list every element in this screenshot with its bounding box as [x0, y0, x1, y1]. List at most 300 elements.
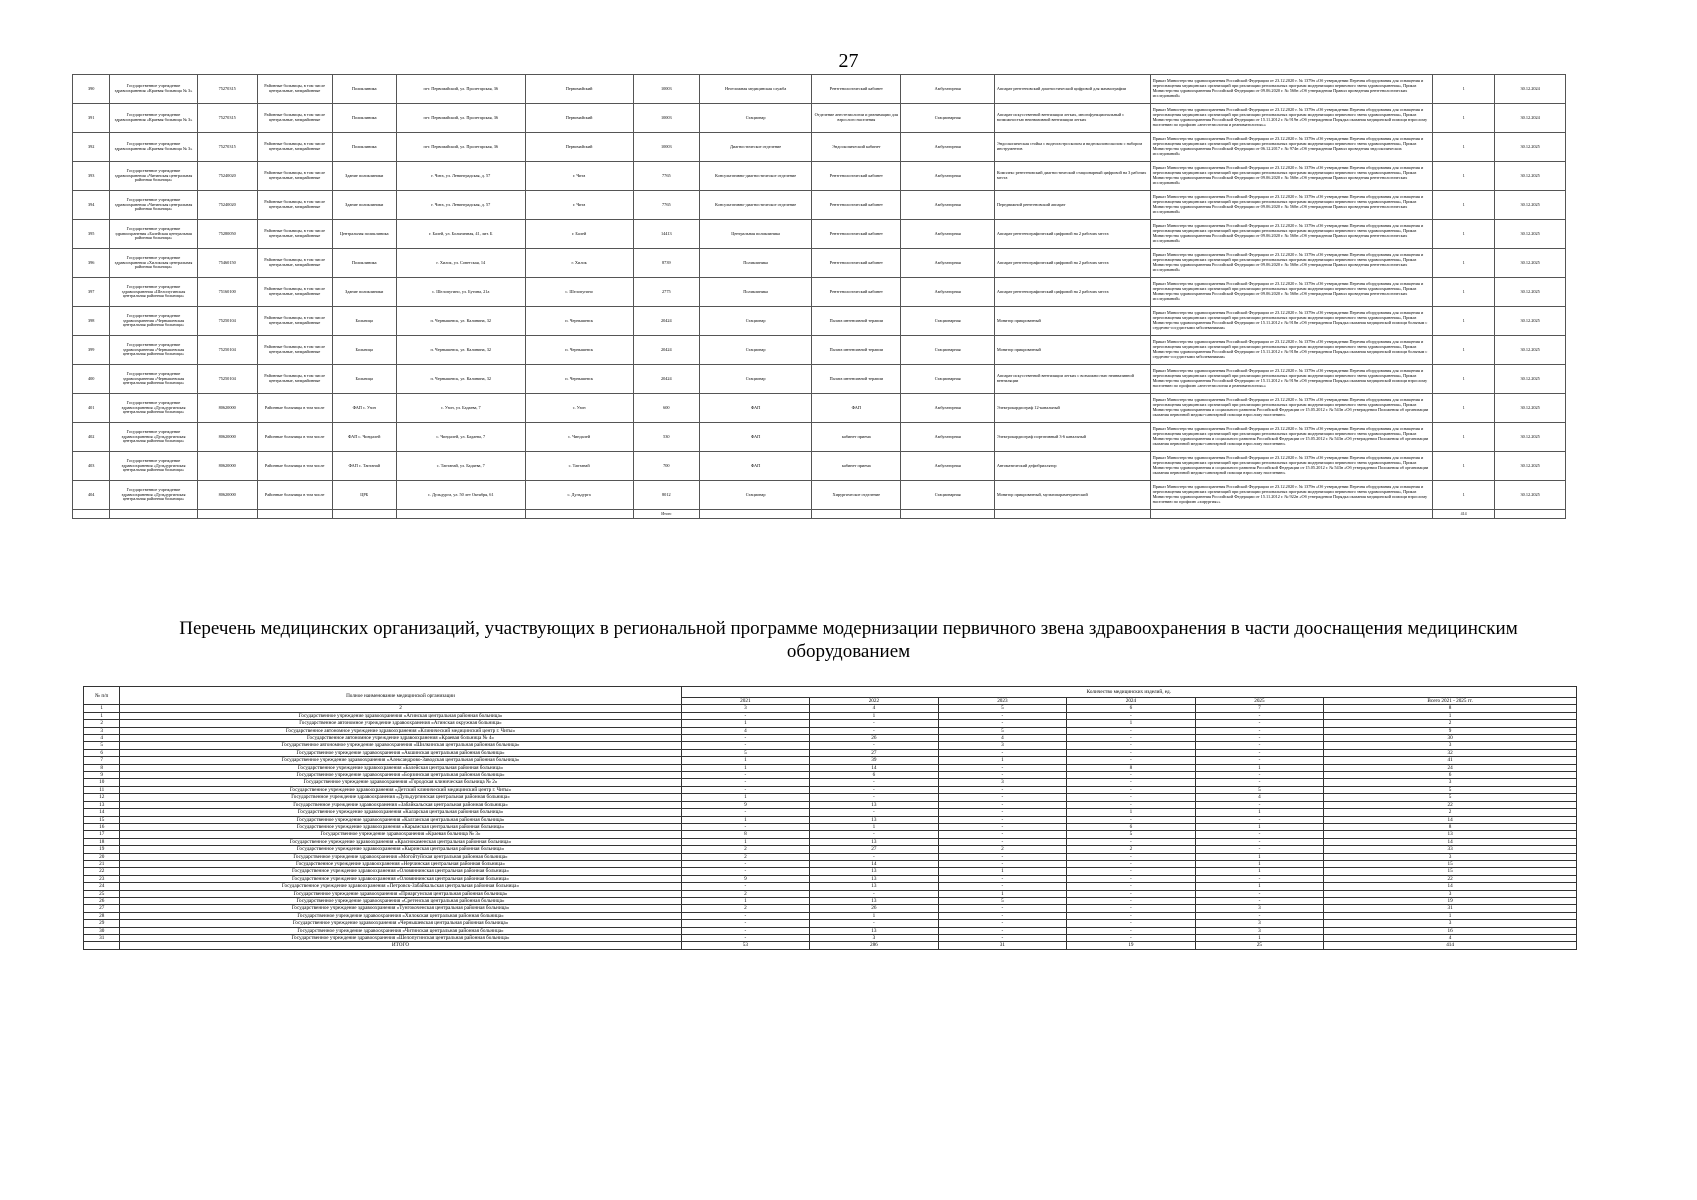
organizations-list-grid [83, 686, 1577, 950]
org-type: Районные больницы в том числе [257, 481, 332, 510]
row-number: 6 [84, 749, 120, 756]
row-number: 27 [84, 905, 120, 912]
organization-name: Государственное автономное учреждение здравоохранения «Краевая больница № 4» [120, 735, 681, 742]
year-value: - [681, 883, 810, 890]
org-type: Районные больницы, в том числе центральные, межрайонные [257, 220, 332, 249]
table-row [73, 452, 1566, 481]
column-number: 2 [120, 705, 681, 712]
care-type: Амбулаторная [901, 191, 994, 220]
year-value: - [1195, 801, 1324, 808]
organization-name: Государственное учреждение здравоохранения «Могойтуйская центральная районная больница» [120, 853, 681, 860]
cabinet: ФАП [812, 394, 901, 423]
unit-name: ФАП с. Таптанай [332, 452, 396, 481]
row-total: 1 [1324, 712, 1577, 719]
row-number: 16 [84, 823, 120, 830]
table-row [73, 75, 1566, 104]
row-total: 3 [1324, 742, 1577, 749]
due-date: 30.12.2025 [1495, 249, 1566, 278]
year-value: 1 [1195, 764, 1324, 771]
year-value: 1 [1195, 935, 1324, 942]
list-row [84, 757, 1577, 764]
organization-name: Государственное учреждение здравоохранения «Читинская центральная районная больница» [120, 927, 681, 934]
row-number: 21 [84, 860, 120, 867]
row-number: 20 [84, 853, 120, 860]
org-name: Государственное учреждение здравоохранения «Читинская центральная районная больница» [110, 162, 197, 191]
list-row [84, 727, 1577, 734]
row-number: 404 [73, 481, 110, 510]
year-value: - [810, 779, 939, 786]
year-value: - [1195, 772, 1324, 779]
year-value: 2 [681, 846, 810, 853]
population: 8012 [633, 481, 699, 510]
list-row [84, 779, 1577, 786]
row-number: 5 [84, 742, 120, 749]
year-value: 14 [810, 860, 939, 867]
org-name: Государственное учреждение здравоохранения «Балейская центральная районная больница» [110, 220, 197, 249]
population: 530 [633, 423, 699, 452]
unit-name: Здание поликлиники [332, 191, 396, 220]
row-number: 397 [73, 278, 110, 307]
department: Стационар [700, 307, 812, 336]
address: с. Узон, ул. Бадаева, 7 [396, 394, 525, 423]
org-code: 80620000 [197, 394, 257, 423]
organization-name: Государственное учреждение здравоохранения «Кыринская центральная районная больница» [120, 846, 681, 853]
row-number: 403 [73, 452, 110, 481]
header-year: 2025 [1195, 698, 1324, 705]
department: Консультативно-диагностическое отделение [700, 191, 812, 220]
row-total: 24 [1324, 764, 1577, 771]
table-row [73, 104, 1566, 133]
care-type: Амбулаторная [901, 249, 994, 278]
legal-basis: Приказ Министерства здравоохранения Российской Федерации от 23.12.2020 г. № 1379н «Об утверждении Перечня оборудования для оснащения и переоснащения медицинских организаций при реализации региональных программ модернизации первичного звена здравоохранения», Приказ Министерства здравоохранения и социального развития Российской Федерации от 15.05.2012 г. № 543н «Об утверждении Положения об организации оказания первичной медико-санитарной помощи взрослому населению» [1150, 394, 1432, 423]
row-total: 32 [1324, 749, 1577, 756]
care-type: Амбулаторная [901, 75, 994, 104]
unit-name: Центральная поликлиника [332, 220, 396, 249]
year-value: 13 [810, 801, 939, 808]
due-date: 30.12.2025 [1495, 336, 1566, 365]
row-total: 3 [1324, 853, 1577, 860]
org-name: Государственное учреждение здравоохранения «Дульдургинская центральная районная больница» [110, 423, 197, 452]
empty-cell [1150, 510, 1432, 519]
care-type: Амбулаторная [901, 220, 994, 249]
year-value: - [810, 727, 939, 734]
org-type: Районные больницы в том числе [257, 394, 332, 423]
year-value: - [810, 853, 939, 860]
year-value: - [810, 794, 939, 801]
footer-label: Итого [633, 510, 699, 519]
row-number: 10 [84, 779, 120, 786]
department: ФАП [700, 452, 812, 481]
settlement: с. Шелопугино [525, 278, 633, 307]
population: 10003 [633, 75, 699, 104]
row-total: 5 [1324, 794, 1577, 801]
list-row [84, 831, 1577, 838]
legal-basis: Приказ Министерства здравоохранения Российской Федерации от 23.12.2020 г. № 1379н «Об утверждении Перечня оборудования для оснащения и переоснащения медицинских организаций при реализации региональных программ модернизации первичного звена здравоохранения», Приказ Министерства здравоохранения Российской Федерации от 15.11.2012 г. № 922н «Об утверждении Порядка оказания медицинской помощи взрослому населению по профилю «хирургия»» [1150, 481, 1432, 510]
row-number: 24 [84, 883, 120, 890]
quantity: 1 [1433, 452, 1495, 481]
year-value: - [1067, 727, 1196, 734]
quantity: 1 [1433, 365, 1495, 394]
quantity: 1 [1433, 191, 1495, 220]
row-total: 4 [1324, 935, 1577, 942]
year-total: 53 [681, 942, 810, 949]
row-number: 11 [84, 786, 120, 793]
unit-name: Здание поликлиники [332, 278, 396, 307]
row-number: 1 [84, 712, 120, 719]
year-value: - [810, 786, 939, 793]
legal-basis: Приказ Министерства здравоохранения Российской Федерации от 23.12.2020 г. № 1379н «Об утверждении Перечня оборудования для оснащения и переоснащения медицинских организаций при реализации региональных программ модернизации первичного звена здравоохранения», Приказ Министерства здравоохранения Российской Федерации от 09.06.2020 г. № 560н «Об утверждении Правил проведения рентгенологических исследований» [1150, 162, 1432, 191]
list-row [84, 905, 1577, 912]
year-value: - [1067, 897, 1196, 904]
year-value: - [810, 831, 939, 838]
care-type: Амбулаторная [901, 423, 994, 452]
cabinet: Эндоскопический кабинет [812, 133, 901, 162]
care-type: Амбулаторная [901, 133, 994, 162]
row-number: 26 [84, 897, 120, 904]
settlement: Первомайский [525, 104, 633, 133]
list-row [84, 897, 1577, 904]
organization-name: Государственное учреждение здравоохранения «Детский клинический медицинский центр г. Читы» [120, 786, 681, 793]
row-total: 15 [1324, 860, 1577, 867]
year-value: 1 [810, 823, 939, 830]
empty-cell [396, 510, 525, 519]
year-value: - [938, 720, 1067, 727]
settlement: п. Чернышевск [525, 336, 633, 365]
row-number: 398 [73, 307, 110, 336]
department: Стационар [700, 365, 812, 394]
year-value: - [1067, 786, 1196, 793]
quantity: 1 [1433, 423, 1495, 452]
org-code: 75240020 [197, 162, 257, 191]
year-value: - [1195, 749, 1324, 756]
department: Стационар [700, 336, 812, 365]
year-value: - [1195, 831, 1324, 838]
table-row [73, 336, 1566, 365]
department: Диагностическое отделение [700, 133, 812, 162]
legal-basis: Приказ Министерства здравоохранения Российской Федерации от 23.12.2020 г. № 1379н «Об утверждении Перечня оборудования для оснащения и переоснащения медицинских организаций при реализации региональных программ модернизации первичного звена здравоохранения», Приказ Министерства здравоохранения Российской Федерации от 15.11.2012 г. № 918н «Об утверждении Порядка оказания медицинской помощи больным с сердечно-сосудистыми заболеваниями» [1150, 307, 1432, 336]
care-type: Амбулаторная [901, 278, 994, 307]
year-value: 3 [1195, 927, 1324, 934]
header-year: 2024 [1067, 698, 1196, 705]
year-value: 4 [938, 735, 1067, 742]
legal-basis: Приказ Министерства здравоохранения Российской Федерации от 23.12.2020 г. № 1379н «Об утверждении Перечня оборудования для оснащения и переоснащения медицинских организаций при реализации региональных программ модернизации первичного звена здравоохранения», Приказ Министерства здравоохранения Российской Федерации от 06.12.2017 г. № 974н «Об утверждении Правил проведения эндоскопических исследований» [1150, 133, 1432, 162]
equipment-name: Комплекс рентгеновский диагностический стационарный цифровой на 3 рабочих места [994, 162, 1150, 191]
organization-name: Государственное учреждение здравоохранения «Шелопугинская центральная районная больница» [120, 935, 681, 942]
list-row [84, 772, 1577, 779]
year-value: - [681, 772, 810, 779]
org-type: Районные больницы, в том числе центральные, межрайонные [257, 278, 332, 307]
row-number: 22 [84, 868, 120, 875]
year-value: - [938, 816, 1067, 823]
year-value: 13 [810, 927, 939, 934]
year-value: 2 [938, 846, 1067, 853]
legal-basis: Приказ Министерства здравоохранения Российской Федерации от 23.12.2020 г. № 1379н «Об утверждении Перечня оборудования для оснащения и переоснащения медицинских организаций при реализации региональных программ модернизации первичного звена здравоохранения», Приказ Министерства здравоохранения Российской Федерации от 15.11.2012 г. № 919н «Об утверждении Порядка оказания медицинской помощи взрослому населению по профилю «анестезиология и реаниматология»» [1150, 365, 1432, 394]
legal-basis: Приказ Министерства здравоохранения Российской Федерации от 23.12.2020 г. № 1379н «Об утверждении Перечня оборудования для оснащения и переоснащения медицинских организаций при реализации региональных программ модернизации первичного звена здравоохранения», Приказ Министерства здравоохранения Российской Федерации от 09.06.2020 г. № 560н «Об утверждении Правил проведения рентгенологических исследований» [1150, 220, 1432, 249]
list-row [84, 823, 1577, 830]
year-value: 9 [681, 801, 810, 808]
org-code: 75250104 [197, 307, 257, 336]
year-value: - [1067, 912, 1196, 919]
equipment-name: Аппарат искусственной вентиляции легких с возможностью неинвазивной вентиляции [994, 365, 1150, 394]
row-number: 29 [84, 920, 120, 927]
cabinet: Рентгенологический кабинет [812, 162, 901, 191]
year-value: 4 [1195, 794, 1324, 801]
row-number: 31 [84, 935, 120, 942]
year-value: 1 [681, 757, 810, 764]
address: с. Шелопугино, ул. Бутина, 21а [396, 278, 525, 307]
year-value: 6 [1067, 823, 1196, 830]
org-code: 75270315 [197, 133, 257, 162]
year-value: - [938, 823, 1067, 830]
unit-name: Поликлиника [332, 104, 396, 133]
year-value: 5 [938, 727, 1067, 734]
settlement: г. Хилок [525, 249, 633, 278]
row-total: 2 [1324, 720, 1577, 727]
row-number: 17 [84, 831, 120, 838]
org-type: Районные больницы, в том числе центральные, межрайонные [257, 75, 332, 104]
care-type: Стационарная [901, 104, 994, 133]
equipment-name: Передвижной рентгеновский аппарат [994, 191, 1150, 220]
legal-basis: Приказ Министерства здравоохранения Российской Федерации от 23.12.2020 г. № 1379н «Об утверждении Перечня оборудования для оснащения и переоснащения медицинских организаций при реализации региональных программ модернизации первичного звена здравоохранения», Приказ Министерства здравоохранения Российской Федерации от 09.06.2020 г. № 560н «Об утверждении Правил проведения рентгенологических исследований» [1150, 249, 1432, 278]
year-value: - [1067, 772, 1196, 779]
organization-name: Государственное учреждение здравоохранения «Краевая больница № 3» [120, 831, 681, 838]
equipment-name: Монитор прикроватный [994, 336, 1150, 365]
population: 7765 [633, 162, 699, 191]
column-number: 5 [938, 705, 1067, 712]
year-value: - [1195, 875, 1324, 882]
empty-cell [525, 510, 633, 519]
year-value: 26 [810, 905, 939, 912]
year-value: 3 [1195, 920, 1324, 927]
legal-basis: Приказ Министерства здравоохранения Российской Федерации от 23.12.2020 г. № 1379н «Об утверждении Перечня оборудования для оснащения и переоснащения медицинских организаций при реализации региональных программ модернизации первичного звена здравоохранения», Приказ Министерства здравоохранения и социального развития Российской Федерации от 15.05.2012 г. № 543н «Об утверждении Положения об организации оказания первичной медико-санитарной помощи взрослому населению» [1150, 423, 1432, 452]
unit-name: Поликлиника [332, 133, 396, 162]
cabinet: Хирургическое отделение [812, 481, 901, 510]
address: пгт. Первомайский, ул. Пролетарская, 36 [396, 133, 525, 162]
due-date: 30.12.2025 [1495, 278, 1566, 307]
row-number: 399 [73, 336, 110, 365]
legal-basis: Приказ Министерства здравоохранения Российской Федерации от 23.12.2020 г. № 1379н «Об утверждении Перечня оборудования для оснащения и переоснащения медицинских организаций при реализации региональных программ модернизации первичного звена здравоохранения», Приказ Министерства здравоохранения и социального развития Российской Федерации от 15.05.2012 г. № 543н «Об утверждении Положения об организации оказания первичной медико-санитарной помощи взрослому населению» [1150, 452, 1432, 481]
year-value: - [1067, 742, 1196, 749]
year-value: 2 [681, 853, 810, 860]
year-value: 1 [1067, 720, 1196, 727]
organization-name: Государственное учреждение здравоохранения «Краснокаменская центральная районная больница» [120, 838, 681, 845]
year-value: - [1067, 875, 1196, 882]
quantity: 1 [1433, 307, 1495, 336]
list-row [84, 890, 1577, 897]
organization-name: Государственное учреждение здравоохранения «Александрово-Заводская центральная районная больница» [120, 757, 681, 764]
year-value: - [938, 875, 1067, 882]
organization-name: Государственное учреждение здравоохранения «Городская клиническая больница № 2» [120, 779, 681, 786]
year-value: - [1195, 742, 1324, 749]
department: ФАП [700, 394, 812, 423]
organization-name: Государственное учреждение здравоохранения «Забайкальская центральная районная больница» [120, 801, 681, 808]
org-code: 80620000 [197, 452, 257, 481]
department: Неотложная медицинская служба [700, 75, 812, 104]
due-date: 30.12.2025 [1495, 191, 1566, 220]
address: г. Хилок, ул. Советская, 14 [396, 249, 525, 278]
year-value: 8 [1067, 764, 1196, 771]
table-row [73, 394, 1566, 423]
organization-name: Государственное учреждение здравоохранения «Оловяннинская центральная районная больница» [120, 868, 681, 875]
unit-name: Больница [332, 336, 396, 365]
row-total: 1 [1324, 912, 1577, 919]
list-row [84, 883, 1577, 890]
year-value: 13 [810, 883, 939, 890]
address: пгт. Первомайский, ул. Пролетарская, 36 [396, 75, 525, 104]
equipment-name: Электрокардиограф 12-канальный [994, 394, 1150, 423]
list-row [84, 927, 1577, 934]
org-code: 75280050 [197, 220, 257, 249]
row-total: 30 [1324, 735, 1577, 742]
year-value: 1 [1195, 853, 1324, 860]
year-value: 13 [810, 838, 939, 845]
year-value: - [938, 927, 1067, 934]
cabinet: Рентгенологический кабинет [812, 191, 901, 220]
year-value: 1 [938, 757, 1067, 764]
year-value: - [681, 712, 810, 719]
year-value: - [938, 860, 1067, 867]
organization-name: Государственное учреждение здравоохранения «Агинская центральная районная больница» [120, 712, 681, 719]
empty-cell [73, 510, 110, 519]
year-total: 286 [810, 942, 939, 949]
organization-name: Государственное учреждение здравоохранения «Приаргунская центральная районная больница» [120, 890, 681, 897]
year-value: - [681, 823, 810, 830]
year-value: - [938, 772, 1067, 779]
settlement: п. Чернышевск [525, 365, 633, 394]
row-number: 391 [73, 104, 110, 133]
address: с. Таптанай, ул. Бадаева, 7 [396, 452, 525, 481]
population: 20424 [633, 307, 699, 336]
list-row [84, 912, 1577, 919]
year-value: 13 [810, 868, 939, 875]
row-number: 30 [84, 927, 120, 934]
row-total: 19 [1324, 897, 1577, 904]
quantity: 1 [1433, 278, 1495, 307]
year-value: - [938, 712, 1067, 719]
care-type: Амбулаторная [901, 162, 994, 191]
page-number: 27 [838, 50, 859, 72]
cabinet: Рентгенологический кабинет [812, 220, 901, 249]
org-type: Районные больницы в том числе [257, 423, 332, 452]
row-number: 13 [84, 801, 120, 808]
population: 20424 [633, 365, 699, 394]
address: с. Дульдурга, ул. 50 лет Октября, 61 [396, 481, 525, 510]
care-type: Стационарная [901, 336, 994, 365]
org-code: 75250104 [197, 365, 257, 394]
legal-basis: Приказ Министерства здравоохранения Российской Федерации от 23.12.2020 г. № 1379н «Об утверждении Перечня оборудования для оснащения и переоснащения медицинских организаций при реализации региональных программ модернизации первичного звена здравоохранения», Приказ Министерства здравоохранения Российской Федерации от 15.11.2012 г. № 918н «Об утверждении Порядка оказания медицинской помощи больным с сердечно-сосудистыми заболеваниями» [1150, 336, 1432, 365]
year-value: - [1067, 794, 1196, 801]
year-value: 5 [1195, 786, 1324, 793]
year-value: 39 [810, 757, 939, 764]
year-value: - [681, 809, 810, 816]
row-number: 390 [73, 75, 110, 104]
address: пгт. Первомайский, ул. Пролетарская, 36 [396, 104, 525, 133]
year-value: 1 [1067, 809, 1196, 816]
year-total: 19 [1067, 942, 1196, 949]
org-name: Государственное учреждение здравоохранения «Чернышевская центральная районная больница» [110, 307, 197, 336]
org-type: Районные больницы, в том числе центральные, межрайонные [257, 307, 332, 336]
org-code: 75240020 [197, 191, 257, 220]
due-date: 30.12.2025 [1495, 365, 1566, 394]
table-row [73, 133, 1566, 162]
quantity: 1 [1433, 249, 1495, 278]
organization-name: Государственное учреждение здравоохранения «Карымская центральная районная больница» [120, 823, 681, 830]
list-row [84, 720, 1577, 727]
row-total: 22 [1324, 801, 1577, 808]
org-code: 80620000 [197, 423, 257, 452]
org-name: Государственное учреждение здравоохранения «Краевая больница № 3» [110, 133, 197, 162]
year-value: 5 [681, 749, 810, 756]
year-value: - [681, 779, 810, 786]
year-value: - [1067, 816, 1196, 823]
org-code: 75250104 [197, 336, 257, 365]
year-value: - [1067, 935, 1196, 942]
year-value: - [1067, 779, 1196, 786]
table-row [73, 191, 1566, 220]
equipment-name: Монитор прикроватный, мультипараметрический [994, 481, 1150, 510]
unit-name: Здание поликлиники [332, 162, 396, 191]
header-quantity-group: Количество медицинских изделий, ед. [681, 687, 1576, 698]
table-row [73, 278, 1566, 307]
organization-name: Государственное учреждение здравоохранения «Борзинская центральная районная больница» [120, 772, 681, 779]
empty-cell [812, 510, 901, 519]
year-value: - [810, 809, 939, 816]
row-total: 14 [1324, 816, 1577, 823]
legal-basis: Приказ Министерства здравоохранения Российской Федерации от 23.12.2020 г. № 1379н «Об утверждении Перечня оборудования для оснащения и переоснащения медицинских организаций при реализации региональных программ модернизации первичного звена здравоохранения», Приказ Министерства здравоохранения Российской Федерации от 09.06.2020 г. № 560н «Об утверждении Правил проведения рентгенологических исследований» [1150, 278, 1432, 307]
population: 2775 [633, 278, 699, 307]
list-row [84, 735, 1577, 742]
year-value: - [938, 935, 1067, 942]
address: п. Чернышевск, ул. Калинина, 32 [396, 336, 525, 365]
due-date: 30.12.2025 [1495, 423, 1566, 452]
department: ФАП [700, 423, 812, 452]
list-row [84, 764, 1577, 771]
population: 14413 [633, 220, 699, 249]
year-value: 1 [810, 912, 939, 919]
year-value: 1 [1195, 809, 1324, 816]
year-value: 1 [1195, 823, 1324, 830]
row-number: 3 [84, 727, 120, 734]
list-row [84, 712, 1577, 719]
quantity: 1 [1433, 133, 1495, 162]
list-row [84, 794, 1577, 801]
year-value: - [938, 801, 1067, 808]
empty-cell [197, 510, 257, 519]
address: п. Чернышевск, ул. Калинина, 32 [396, 307, 525, 336]
org-type: Районные больницы, в том числе центральные, межрайонные [257, 336, 332, 365]
population: 8739 [633, 249, 699, 278]
unit-name: Поликлиника [332, 75, 396, 104]
settlement: г. Чита [525, 191, 633, 220]
org-code: 80620000 [197, 481, 257, 510]
cabinet: кабинет приема [812, 423, 901, 452]
care-type: Стационарная [901, 365, 994, 394]
row-number: 402 [73, 423, 110, 452]
year-value: 13 [810, 816, 939, 823]
department: Поликлиника [700, 278, 812, 307]
total-row [84, 942, 1577, 949]
list-row [84, 742, 1577, 749]
header-year: 2023 [938, 698, 1067, 705]
organization-name: Государственное учреждение здравоохранения «Петровск-Забайкальская центральная районная больница» [120, 883, 681, 890]
row-number: 394 [73, 191, 110, 220]
org-name: Государственное учреждение здравоохранения «Чернышевская центральная районная больница» [110, 365, 197, 394]
year-value: 1 [681, 816, 810, 823]
equipment-table [72, 74, 1566, 519]
row-total: 2 [1324, 809, 1577, 816]
column-number: 3 [681, 705, 810, 712]
year-value: - [1067, 801, 1196, 808]
